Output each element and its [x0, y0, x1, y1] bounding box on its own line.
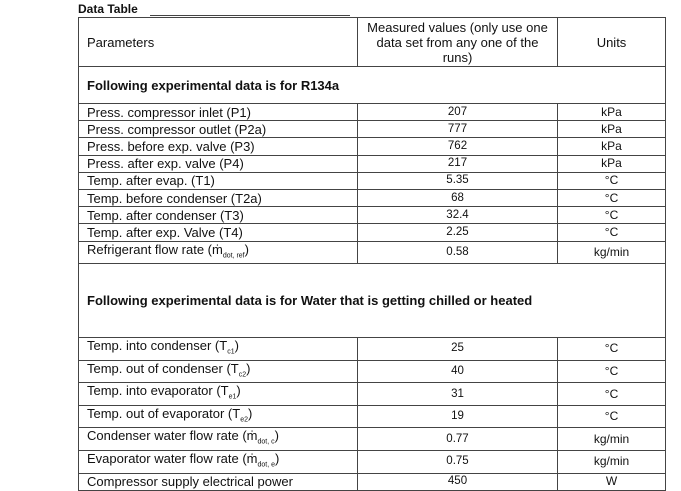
unit: °C: [558, 405, 666, 428]
parameter-subscript: c1: [227, 348, 235, 356]
parameter-name: [79, 207, 358, 224]
measured-value: 0.77: [358, 428, 558, 451]
parameter-label: Compressor supply electrical power: [87, 474, 293, 490]
parameter-name: [79, 405, 358, 428]
parameter-name: [79, 189, 358, 206]
parameter-label: Temp. out of evaporator (T: [87, 405, 241, 421]
measured-value: 207: [358, 104, 558, 121]
header-row: [79, 18, 666, 67]
parameter-suffix: ): [274, 428, 279, 444]
parameter-name: [79, 473, 358, 490]
parameter-suffix: ): [234, 338, 239, 354]
measured-value: 68: [358, 189, 558, 206]
data-table: [78, 17, 666, 491]
table-row: [79, 473, 666, 490]
parameter-name: [79, 104, 358, 121]
parameter-subscript: dot, ref: [222, 252, 245, 260]
measured-value: 450: [358, 473, 558, 490]
parameter-name: [79, 451, 358, 474]
unit: kg/min: [558, 241, 666, 264]
parameter-suffix: ): [247, 405, 253, 421]
parameter-name: [79, 360, 358, 383]
measured-value: 0.58: [358, 241, 558, 264]
parameter-name: [79, 338, 358, 361]
parameter-name: [79, 155, 358, 172]
unit: kPa: [558, 104, 666, 121]
table-row: [79, 207, 666, 224]
section2-heading: Following experimental data is for Water that is getting chilled or heated: [79, 264, 666, 338]
table-row: [79, 405, 666, 428]
measured-value: 40: [358, 360, 558, 383]
parameter-subscript: dot, e: [257, 461, 276, 469]
parameter-name: [79, 172, 358, 189]
parameter-subscript: e2: [240, 416, 248, 424]
parameter-suffix: ): [236, 383, 241, 399]
table-row: [79, 121, 666, 138]
measured-value: 2.25: [358, 224, 558, 241]
header-measured-values: Measured values (only use one data set from any one of the runs): [358, 18, 558, 67]
parameter-subscript: dot, c: [257, 439, 275, 447]
measured-value: 0.75: [358, 451, 558, 474]
unit: °C: [558, 172, 666, 189]
parameter-name: [79, 224, 358, 241]
table-row: [79, 138, 666, 155]
unit: W: [558, 473, 666, 490]
parameter-label: Temp. after condenser (T3): [87, 207, 244, 223]
measured-value: 31: [358, 383, 558, 406]
table-row: [79, 155, 666, 172]
table-row: [79, 189, 666, 206]
parameter-label: Press. after exp. valve (P4): [87, 156, 244, 172]
parameter-label: Temp. into evaporator (T: [87, 383, 229, 399]
unit: °C: [558, 224, 666, 241]
measured-value: 777: [358, 121, 558, 138]
unit: kPa: [558, 121, 666, 138]
parameter-name: [79, 428, 358, 451]
table-row: [79, 428, 666, 451]
header-units: Units: [558, 18, 666, 67]
parameter-name: [79, 383, 358, 406]
unit: °C: [558, 189, 666, 206]
section-header-water: [79, 264, 666, 338]
parameter-label: Temp. after exp. Valve (T4): [87, 224, 243, 240]
unit: kg/min: [558, 451, 666, 474]
unit: °C: [558, 360, 666, 383]
parameter-name: [79, 121, 358, 138]
parameter-label: Evaporator water flow rate (ṁ: [87, 451, 258, 467]
measured-value: 25: [358, 338, 558, 361]
parameter-label: Press. compressor outlet (P2a): [87, 121, 267, 137]
measured-value: 5.35: [358, 172, 558, 189]
table-row: [79, 241, 666, 264]
parameter-label: Condenser water flow rate (ṁ: [87, 428, 258, 444]
unit: kPa: [558, 138, 666, 155]
section-header-r134a: [79, 67, 666, 104]
parameter-label: Refrigerant flow rate (ṁ: [87, 241, 223, 257]
parameter-suffix: ): [244, 241, 249, 257]
unit: °C: [558, 207, 666, 224]
parameter-label: Temp. after evap. (T1): [87, 173, 215, 189]
section1-heading: Following experimental data is for R134a: [79, 67, 666, 104]
parameter-name: [79, 138, 358, 155]
table-row: [79, 383, 666, 406]
unit: kPa: [558, 155, 666, 172]
header-parameters: Parameters: [79, 18, 358, 67]
table-row: [79, 338, 666, 361]
parameter-suffix: ): [246, 360, 251, 376]
measured-value: 217: [358, 155, 558, 172]
measured-value: 32.4: [358, 207, 558, 224]
parameter-name: [79, 241, 358, 264]
table-row: [79, 224, 666, 241]
parameter-suffix: ): [275, 451, 280, 467]
parameter-subscript: e1: [228, 393, 237, 401]
title-underline: [150, 15, 350, 16]
parameter-label: Press. compressor inlet (P1): [87, 104, 251, 120]
unit: °C: [558, 383, 666, 406]
measured-value: 19: [358, 405, 558, 428]
table-row: [79, 451, 666, 474]
parameter-label: Temp. into condenser (T: [87, 338, 228, 354]
parameter-label: Temp. before condenser (T2a): [87, 190, 262, 206]
table-row: [79, 104, 666, 121]
measured-value: 762: [358, 138, 558, 155]
table-row: [79, 172, 666, 189]
unit: °C: [558, 338, 666, 361]
unit: kg/min: [558, 428, 666, 451]
page-title: Data Table: [78, 2, 138, 16]
parameter-label: Temp. out of condenser (T: [87, 360, 239, 376]
table-row: [79, 360, 666, 383]
parameter-subscript: c2: [238, 371, 247, 379]
parameter-label: Press. before exp. valve (P3): [87, 138, 255, 154]
